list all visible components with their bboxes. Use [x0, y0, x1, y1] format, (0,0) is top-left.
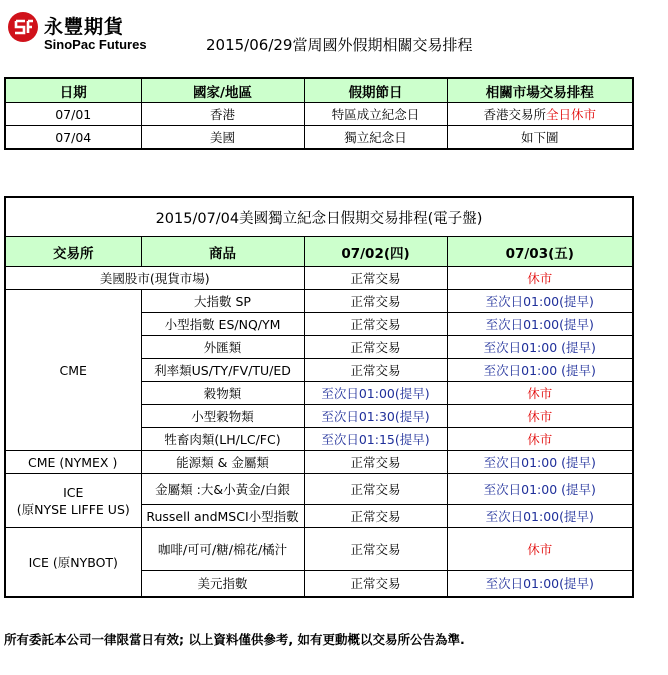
product-name: Russell andMSCI小型指數 — [141, 505, 304, 528]
day2-status: 至次日01:00 (提早) — [447, 336, 633, 359]
day1-status: 正常交易 — [304, 571, 447, 597]
exchange-subname: (原NYSE LIFFE US) — [16, 501, 130, 517]
header-country: 國家/地區 — [141, 78, 304, 103]
day2-status: 至次日01:00(提早) — [447, 290, 633, 313]
schedule-table-header — [5, 237, 633, 267]
table-row — [5, 126, 633, 150]
product-name: 咖啡/可可/糖/棉花/橘汁 — [141, 528, 304, 571]
row-date: 07/01 — [5, 103, 141, 126]
header-day1: 07/02(四) — [304, 237, 447, 267]
logo-name-cn: 永豐期貨 — [44, 16, 125, 38]
day1-status: 正常交易 — [304, 451, 447, 474]
row-schedule — [447, 103, 633, 126]
day1-status: 正常交易 — [304, 505, 447, 528]
product-name: 牲畜肉類(LH/LC/FC) — [141, 428, 304, 451]
document-title: 2015/06/29當周國外假期相關交易排程 — [206, 36, 473, 54]
product-name: 小型穀物類 — [141, 405, 304, 428]
holiday-table — [4, 77, 634, 150]
day2-status: 至次日01:00(提早) — [447, 505, 633, 528]
exchange-ice-nybot: ICE (原NYBOT) — [5, 528, 141, 597]
day2-status: 休市 — [447, 428, 633, 451]
day1-status: 正常交易 — [304, 267, 447, 290]
table-row — [5, 451, 633, 474]
day1-status: 正常交易 — [304, 313, 447, 336]
day2-status: 休市 — [447, 405, 633, 428]
day1-status: 正常交易 — [304, 474, 447, 505]
row-holiday: 獨立紀念日 — [304, 126, 447, 150]
table-row — [5, 103, 633, 126]
row-holiday: 特區成立紀念日 — [304, 103, 447, 126]
exchange-cme-nymex: CME (NYMEX ) — [5, 451, 141, 474]
table-row — [5, 528, 633, 571]
product-name: 美元指數 — [141, 571, 304, 597]
header-exchange: 交易所 — [5, 237, 141, 267]
row-country: 香港 — [141, 103, 304, 126]
day2-status: 休市 — [447, 267, 633, 290]
exchange-name: ICE — [63, 484, 84, 500]
table-row — [5, 267, 633, 290]
day2-status: 至次日01:00 (提早) — [447, 451, 633, 474]
product-name: 穀物類 — [141, 382, 304, 405]
header-holiday: 假期節日 — [304, 78, 447, 103]
stock-market-label: 美國股市(現貨市場) — [5, 267, 304, 290]
logo-mark-icon — [8, 12, 38, 42]
header-day2: 07/03(五) — [447, 237, 633, 267]
day1-status: 正常交易 — [304, 336, 447, 359]
product-name: 大指數 SP — [141, 290, 304, 313]
table-row — [5, 474, 633, 505]
sinopac-logo — [6, 8, 156, 60]
header-product: 商品 — [141, 237, 304, 267]
product-name: 利率類US/TY/FV/TU/ED — [141, 359, 304, 382]
day1-status: 正常交易 — [304, 359, 447, 382]
day2-status: 至次日01:00(提早) — [447, 571, 633, 597]
schedule-caption-row — [5, 197, 633, 237]
schedule-table — [4, 196, 634, 598]
day1-status: 至次日01:15(提早) — [304, 428, 447, 451]
header-schedule: 相關市場交易排程 — [447, 78, 633, 103]
product-name: 外匯類 — [141, 336, 304, 359]
day1-status: 正常交易 — [304, 528, 447, 571]
day1-status: 至次日01:00(提早) — [304, 382, 447, 405]
logo-name-en: SinoPac Futures — [44, 37, 147, 52]
day2-status: 至次日01:00 (提早) — [447, 359, 633, 382]
day2-status: 至次日01:00(提早) — [447, 313, 633, 336]
holiday-table-header — [5, 78, 633, 103]
header-date: 日期 — [5, 78, 141, 103]
row-schedule: 如下圖 — [447, 126, 633, 150]
day2-status: 休市 — [447, 382, 633, 405]
exchange-cme: CME — [5, 290, 141, 451]
row-date: 07/04 — [5, 126, 141, 150]
product-name: 能源類 & 金屬類 — [141, 451, 304, 474]
row-country: 美國 — [141, 126, 304, 150]
product-name: 金屬類 :大&小黃金/白銀 — [141, 474, 304, 505]
day1-status: 正常交易 — [304, 290, 447, 313]
product-name: 小型指數 ES/NQ/YM — [141, 313, 304, 336]
schedule-closed-text: 全日休市 — [546, 107, 597, 122]
day1-status: 至次日01:30(提早) — [304, 405, 447, 428]
schedule-prefix: 香港交易所 — [483, 107, 546, 122]
exchange-ice-liffe — [5, 474, 141, 528]
table-row — [5, 290, 633, 313]
day2-status: 至次日01:00 (提早) — [447, 474, 633, 505]
disclaimer-footer: 所有委託本公司一律限當日有效; 以上資料僅供參考, 如有更動概以交易所公告為準. — [4, 632, 465, 647]
day2-status: 休市 — [447, 528, 633, 571]
schedule-caption: 2015/07/04美國獨立紀念日假期交易排程(電子盤) — [5, 197, 633, 237]
